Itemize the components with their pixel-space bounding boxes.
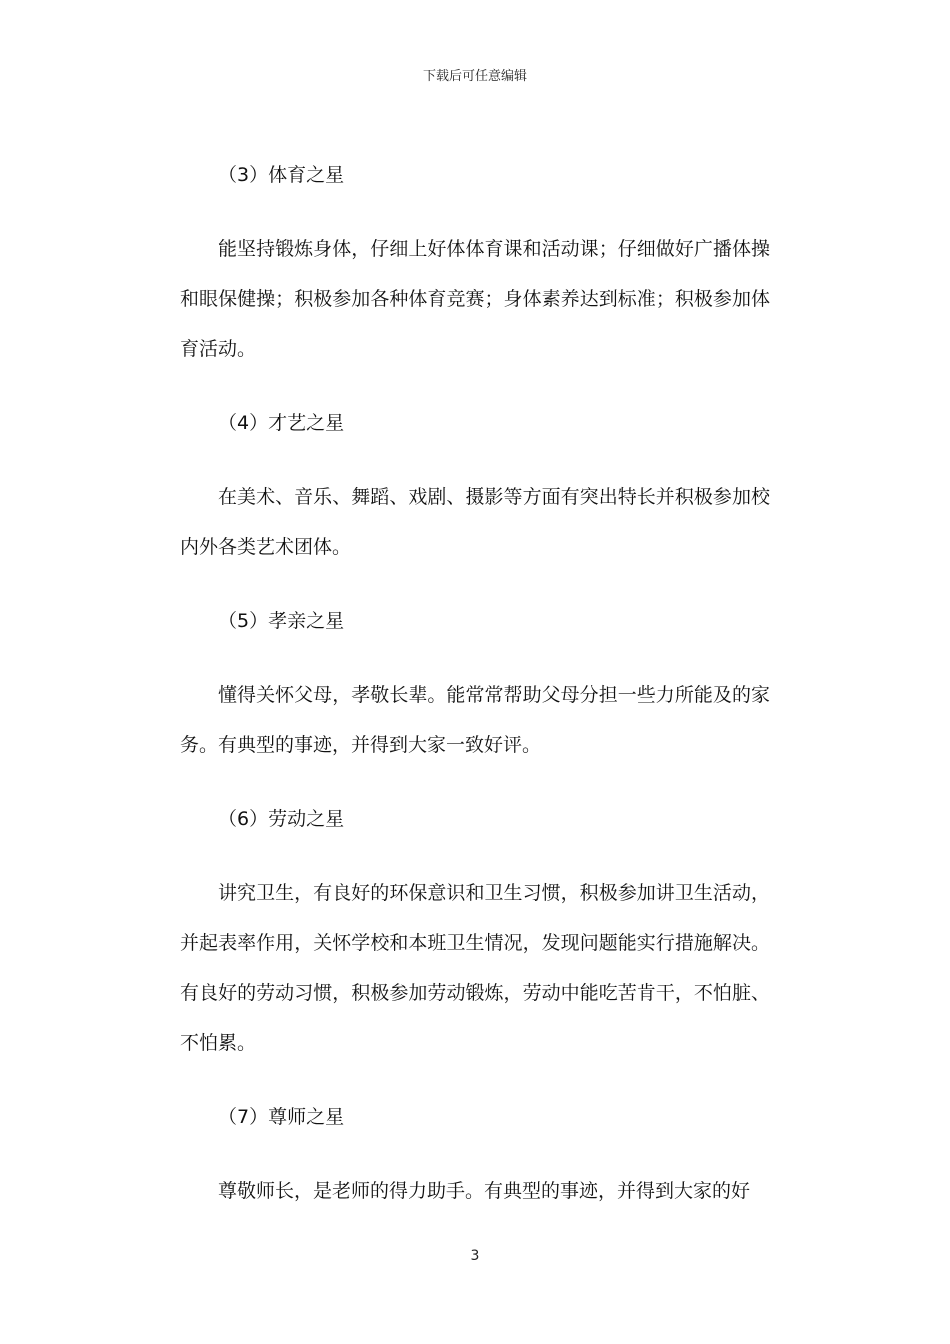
section-heading-labor-star: （6）劳动之星 <box>218 808 345 830</box>
page-number: 3 <box>470 1248 480 1264</box>
paragraph-talent-star: 在美术、音乐、舞蹈、戏剧、摄影等方面有突出特长并积极参加校内外各类艺术团体。 <box>180 486 770 558</box>
page-header: 下载后可任意编辑 <box>422 69 527 84</box>
section-heading-filial-star: （5）孝亲之星 <box>218 610 345 632</box>
paragraph-labor-star: 讲究卫生，有良好的环保意识和卫生习惯，积极参加讲卫生活动，并起表率作用，关怀学校和本班卫生情况，发现问题能实行措施解决。有良好的劳动习惯，积极参加劳动锻炼，劳动中能吃苦肯干，不怕脏、不怕累。 <box>180 882 770 1054</box>
paragraph-sports-star: 能坚持锻炼身体，仔细上好体体育课和活动课；仔细做好广播体操和眼保健操；积极参加各种体育竞赛；身体素养达到标准；积极参加体育活动。 <box>180 238 770 360</box>
section-heading-talent-star: （4）才艺之星 <box>218 412 345 434</box>
paragraph-filial-star: 懂得关怀父母，孝敬长辈。能常常帮助父母分担一些力所能及的家务。有典型的事迹，并得到大家一致好评。 <box>180 684 770 756</box>
document-body <box>180 150 770 1216</box>
section-heading-sports-star: （3）体育之星 <box>218 164 345 186</box>
paragraph-respect-teacher-star: 尊敬师长，是老师的得力助手。有典型的事迹，并得到大家的好 <box>218 1180 751 1202</box>
section-heading-respect-teacher-star: （7）尊师之星 <box>218 1106 345 1128</box>
